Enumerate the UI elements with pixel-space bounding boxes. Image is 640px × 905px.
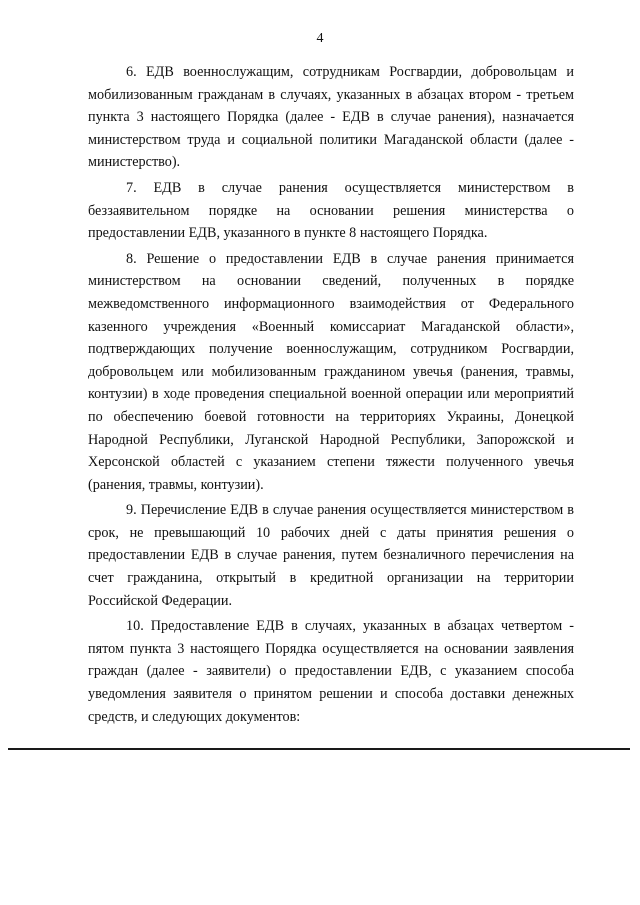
paragraph-9: 9. Перечисление ЕДВ в случае ранения осуществляется министерством в срок, не превышающий 10 рабочих дней с даты принятия решения о предоставлении ЕДВ в случае ранения, путем безналичного перечисления на счет гражданина, открытый в кредитной организации на территории Российской Федерации.: [88, 502, 574, 609]
document-body: [88, 61, 574, 731]
paragraph-7: 7. ЕДВ в случае ранения осуществляется министерством в беззаявительном порядке на основании решения министерства о предоставлении ЕДВ, указанного в пункте 8 настоящего Порядка.: [88, 179, 574, 242]
paragraph-8: 8. Решение о предоставлении ЕДВ в случае ранения принимается министерством на основании сведений, полученных в порядке межведомственного информационного взаимодействия от Федерального казенного учреждения «Военный комиссариат Магаданской области», подтверждающих получение военнослужащим, сотрудником Росгвардии, добровольцем или мобилизованным гражданином увечья (ранения, травмы, контузии) в ходе проведения специальной военной операции или мероприятий по обеспечению боевой готовности на территориях Украины, Донецкой Народной Республики, Луганской Народной Республики, Запорожской и Херсонской областей с указанием степени тяжести полученного увечья (ранения, травмы, контузии).: [88, 250, 574, 493]
paragraph-10: 10. Предоставление ЕДВ в случаях, указанных в абзацах четвертом - пятом пункта 3 настоящего Порядка осуществляется на основании заявления граждан (далее - заявители) о предоставлении ЕДВ, с указанием способа уведомления заявителя о принятом решении и способа доставки денежных средств, и следующих документов:: [88, 618, 574, 725]
page-number: 4: [316, 31, 324, 46]
bottom-rule: [8, 748, 630, 750]
paragraph-6: 6. ЕДВ военнослужащим, сотрудникам Росгвардии, добровольцам и мобилизованным гражданам в случаях, указанных в абзацах втором - третьем пункта 3 настоящего Порядка (далее - ЕДВ в случае ранения), назначается министерством труда и социальной политики Магаданской области (далее - министерство).: [88, 64, 574, 171]
